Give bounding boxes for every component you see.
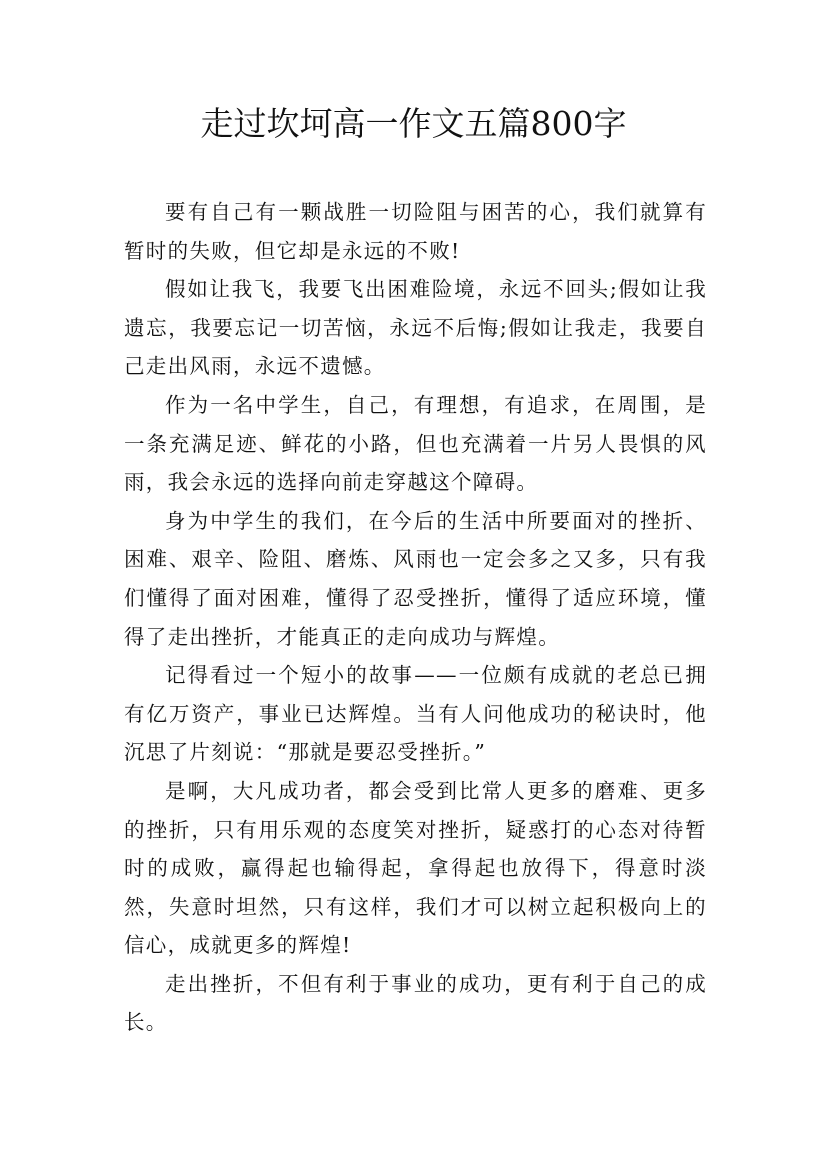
- paragraph-4: 身为中学生的我们，在今后的生活中所要面对的挫折、困难、艰辛、险阻、磨炼、风雨也一定会多之又多，只有我们懂得了面对困难，懂得了忍受挫折，懂得了适应环境，懂得了走出挫折，才能真正的走向成功与辉煌。: [124, 508, 707, 649]
- paragraph-3: 作为一名中学生，自己，有理想，有追求，在周围，是一条充满足迹、鲜花的小路，但也充满着一片另人畏惧的风雨，我会永远的选择向前走穿越这个障碍。: [124, 392, 707, 495]
- paragraph-6: 是啊，大凡成功者，都会受到比常人更多的磨难、更多的挫折，只有用乐观的态度笑对挫折，疑惑打的心态对待暂时的成败，赢得起也输得起，拿得起也放得下，得意时淡然，失意时坦然，只有这样，我们才可以树立起积极向上的信心，成就更多的辉煌!: [124, 778, 707, 958]
- paragraph-2: 假如让我飞，我要飞出困难险境，永远不回头;假如让我遗忘，我要忘记一切苦恼，永远不后悔;假如让我走，我要自己走出风雨，永远不遗憾。: [124, 277, 707, 379]
- document-title: 走过坎坷高一作文五篇800字: [200, 104, 627, 143]
- document-body: [124, 193, 707, 1042]
- paragraph-7: 走出挫折，不但有利于事业的成功，更有利于自己的成长。: [124, 971, 707, 1035]
- paragraph-1: 要有自己有一颗战胜一切险阻与困苦的心，我们就算有暂时的失败，但它却是永远的不败!: [124, 200, 707, 263]
- paragraph-5: 记得看过一个短小的故事——一位颇有成就的老总已拥有亿万资产，事业已达辉煌。当有人问他成功的秘诀时，他沉思了片刻说：“那就是要忍受挫折。”: [124, 663, 707, 765]
